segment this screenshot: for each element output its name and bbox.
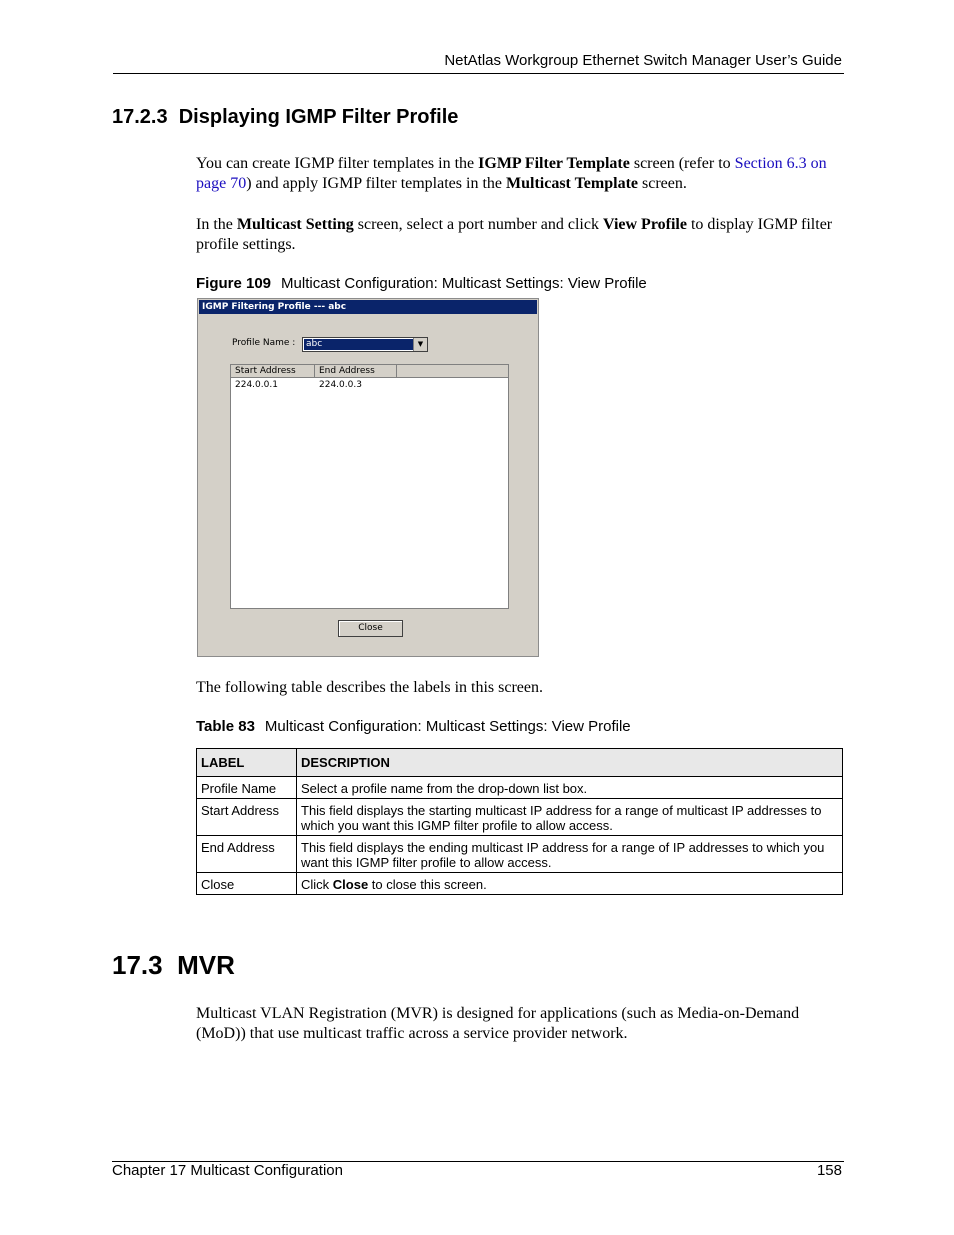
mvr-heading [112, 950, 235, 981]
figure-label: Figure 109 [196, 275, 272, 292]
row-label: End Address [197, 836, 297, 873]
page-number: 158 [816, 1162, 842, 1179]
row-description: This field displays the ending multicast IP address for a range of IP addresses to which you want this IGMP filter profile to allow access. [297, 836, 843, 873]
table-caption [196, 718, 631, 735]
text: to display IGMP filter profile settings. [196, 216, 833, 253]
running-header: NetAtlas Workgroup Ethernet Switch Manager User’s Guide [444, 52, 842, 69]
header-rule [113, 73, 844, 74]
header-label: LABEL [197, 749, 297, 777]
text: ) and apply IGMP filter templates in the [246, 175, 506, 192]
column-end-address[interactable]: End Address [315, 365, 397, 378]
bold-term: IGMP Filter Template [478, 155, 630, 172]
text: screen. [638, 175, 687, 192]
header-description: DESCRIPTION [297, 749, 843, 777]
profile-name-label: Profile Name : [232, 338, 296, 348]
row-label: Start Address [197, 799, 297, 836]
column-filler [397, 365, 508, 378]
window-title: IGMP Filtering Profile --- abc [199, 300, 537, 314]
footer-chapter: Chapter 17 Multicast Configuration [112, 1162, 343, 1179]
text: to close this screen. [368, 877, 487, 892]
text: screen, select a port number and click [353, 216, 603, 233]
figure-caption-text: Multicast Configuration: Multicast Settings: View Profile [281, 275, 647, 292]
mvr-paragraph: Multicast VLAN Registration (MVR) is designed for applications (such as Media-on-Demand (MoD)) that use multicast traffic across a service provider network. [196, 1005, 800, 1042]
mvr-title: MVR [177, 950, 235, 980]
table-caption-text: Multicast Configuration: Multicast Settings: View Profile [264, 718, 631, 735]
table-header-row [197, 749, 843, 777]
table-row [197, 799, 843, 836]
cell-start-address: 224.0.0.1 [235, 380, 278, 390]
row-description [297, 873, 843, 895]
intro-paragraph [196, 154, 846, 194]
text: In the [196, 216, 237, 233]
table-label: Table 83 [196, 718, 255, 735]
section-title: Displaying IGMP Filter Profile [178, 106, 459, 128]
table-row [197, 836, 843, 873]
instruction-paragraph [196, 215, 846, 255]
table-row [197, 777, 843, 799]
profile-name-value: abc [304, 339, 414, 350]
bold-term: Multicast Setting [236, 216, 354, 233]
text: You can create IGMP filter templates in the [196, 155, 479, 172]
section-heading [112, 106, 458, 129]
bold-term: View Profile [602, 216, 687, 233]
section-link[interactable]: Section 6.3 on page 70 [196, 155, 827, 192]
section-number: 17.2.3 [112, 106, 168, 128]
bold-term: Multicast Template [506, 175, 638, 192]
chevron-down-icon[interactable]: ▼ [413, 338, 427, 351]
cell-end-address: 224.0.0.3 [319, 380, 362, 390]
close-button[interactable]: Close [338, 620, 403, 637]
address-list[interactable] [230, 364, 509, 609]
bold-term: Close [332, 877, 369, 892]
mvr-number: 17.3 [112, 950, 163, 980]
row-description: This field displays the starting multicast IP address for a range of multicast IP addresses to which you want this IGMP filter profile to allow access. [297, 799, 843, 836]
row-label: Profile Name [197, 777, 297, 799]
row-label: Close [197, 873, 297, 895]
profile-window [197, 298, 539, 657]
table-row [197, 873, 843, 895]
column-start-address[interactable]: Start Address [231, 365, 315, 378]
table-intro: The following table describes the labels in this screen. [196, 679, 544, 696]
row-description: Select a profile name from the drop-down list box. [297, 777, 843, 799]
label-table [196, 748, 843, 895]
text: screen (refer to [629, 155, 735, 172]
figure-caption [196, 275, 647, 292]
text: Click [301, 877, 333, 892]
profile-name-dropdown[interactable] [302, 337, 428, 352]
